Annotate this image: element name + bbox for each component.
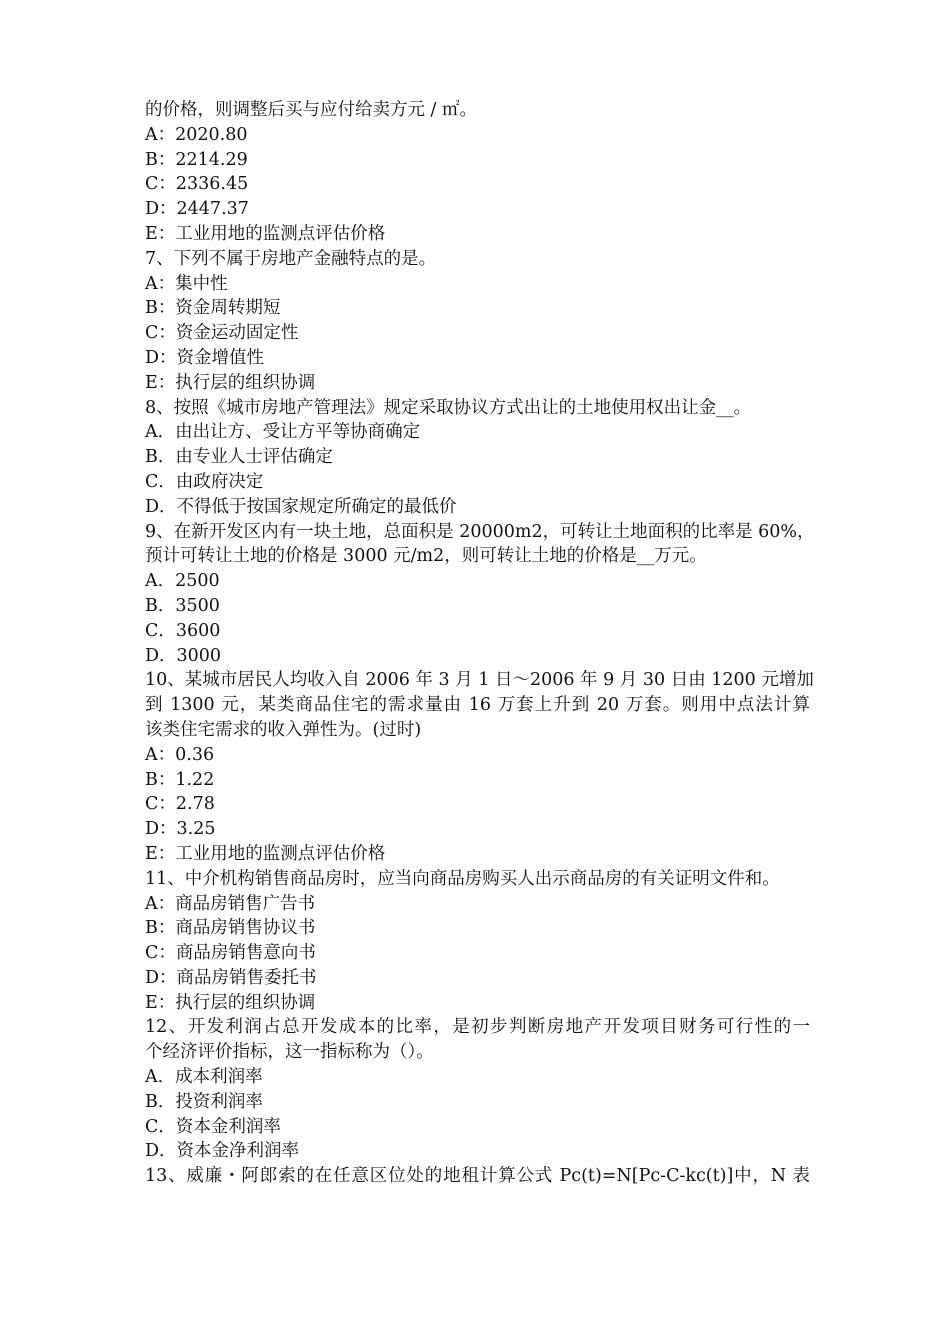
option-line: D：商品房销售委托书 — [145, 967, 317, 988]
option-line: D：2447.37 — [145, 199, 249, 220]
option-line: B：商品房销售协议书 — [145, 918, 316, 939]
option-line: D．资本金净利润率 — [145, 1141, 300, 1162]
option-line: E：工业用地的监测点评估价格 — [145, 223, 386, 244]
question-line: 7、下列不属于房地产金融特点的是。 — [145, 248, 437, 269]
question-line: 11、中介机构销售商品房时，应当向商品房购买人出示商品房的有关证明文件和。 — [145, 868, 780, 889]
question-line: 到 1300 元，某类商品住宅的需求量由 16 万套上升到 20 万套。则用中点法计算 — [145, 695, 810, 716]
question-line: 个经济评价指标，这一指标称为（）。 — [145, 1042, 434, 1063]
option-line: B：资金周转期短 — [145, 298, 281, 319]
question-line: 12、开发利润占总开发成本的比率，是初步判断房地产开发项目财务可行性的一 — [145, 1017, 810, 1038]
option-line: A：集中性 — [145, 273, 228, 294]
option-line: B：1.22 — [145, 769, 215, 790]
option-line: A：2020.80 — [145, 124, 248, 145]
option-line: C：2336.45 — [145, 174, 249, 195]
option-line: C．资本金利润率 — [145, 1116, 281, 1137]
option-line: A．2500 — [145, 571, 220, 592]
option-line: E：工业用地的监测点评估价格 — [145, 843, 386, 864]
option-line: D：3.25 — [145, 819, 216, 840]
question-line: 9、在新开发区内有一块土地，总面积是 20000m2，可转让土地面积的比率是 60%， — [145, 521, 815, 542]
question-line: 该类住宅需求的收入弹性为。(过时) — [145, 719, 422, 740]
option-line: A．成本利润率 — [145, 1067, 263, 1088]
option-line: D．3000 — [145, 645, 222, 666]
question-line: 13、威廉・阿郎索的在任意区位处的地租计算公式 Pc(t)=N[Pc-C-kc(t)]中，N 表 — [145, 1166, 810, 1187]
option-line: C：资金运动固定性 — [145, 323, 299, 344]
option-line: B．投资利润率 — [145, 1091, 263, 1112]
option-line: E：执行层的组织协调 — [145, 372, 316, 393]
option-line: A：0.36 — [145, 744, 215, 765]
option-line: C．由政府决定 — [145, 471, 264, 492]
option-line: C．3600 — [145, 620, 221, 641]
option-line: A：商品房销售广告书 — [145, 893, 316, 914]
text-line: 的价格，则调整后买与应付给卖方元 / ㎡。 — [145, 100, 478, 120]
document-body — [145, 98, 815, 1189]
option-line: B：2214.29 — [145, 149, 248, 170]
option-line: C：2.78 — [145, 794, 215, 815]
question-line: 10、某城市居民人均收入自 2006 年 3 月 1 日～2006 年 9 月 30 日由 1200 元增加 — [145, 670, 814, 691]
option-line: C：商品房销售意向书 — [145, 943, 316, 964]
option-line: B．3500 — [145, 595, 220, 616]
option-line: D：资金增值性 — [145, 347, 265, 368]
option-line: B．由专业人士评估确定 — [145, 447, 333, 468]
option-line: E：执行层的组织协调 — [145, 992, 316, 1013]
question-line: 8、按照《城市房地产管理法》规定采取协议方式出让的土地使用权出让金__。 — [145, 397, 752, 418]
option-line: D．不得低于按国家规定所确定的最低价 — [145, 496, 457, 517]
option-line: A．由出让方、受让方平等协商确定 — [145, 422, 421, 443]
question-line: 预计可转让土地的价格是 3000 元/m2，则可转让土地的价格是__万元。 — [145, 546, 707, 567]
